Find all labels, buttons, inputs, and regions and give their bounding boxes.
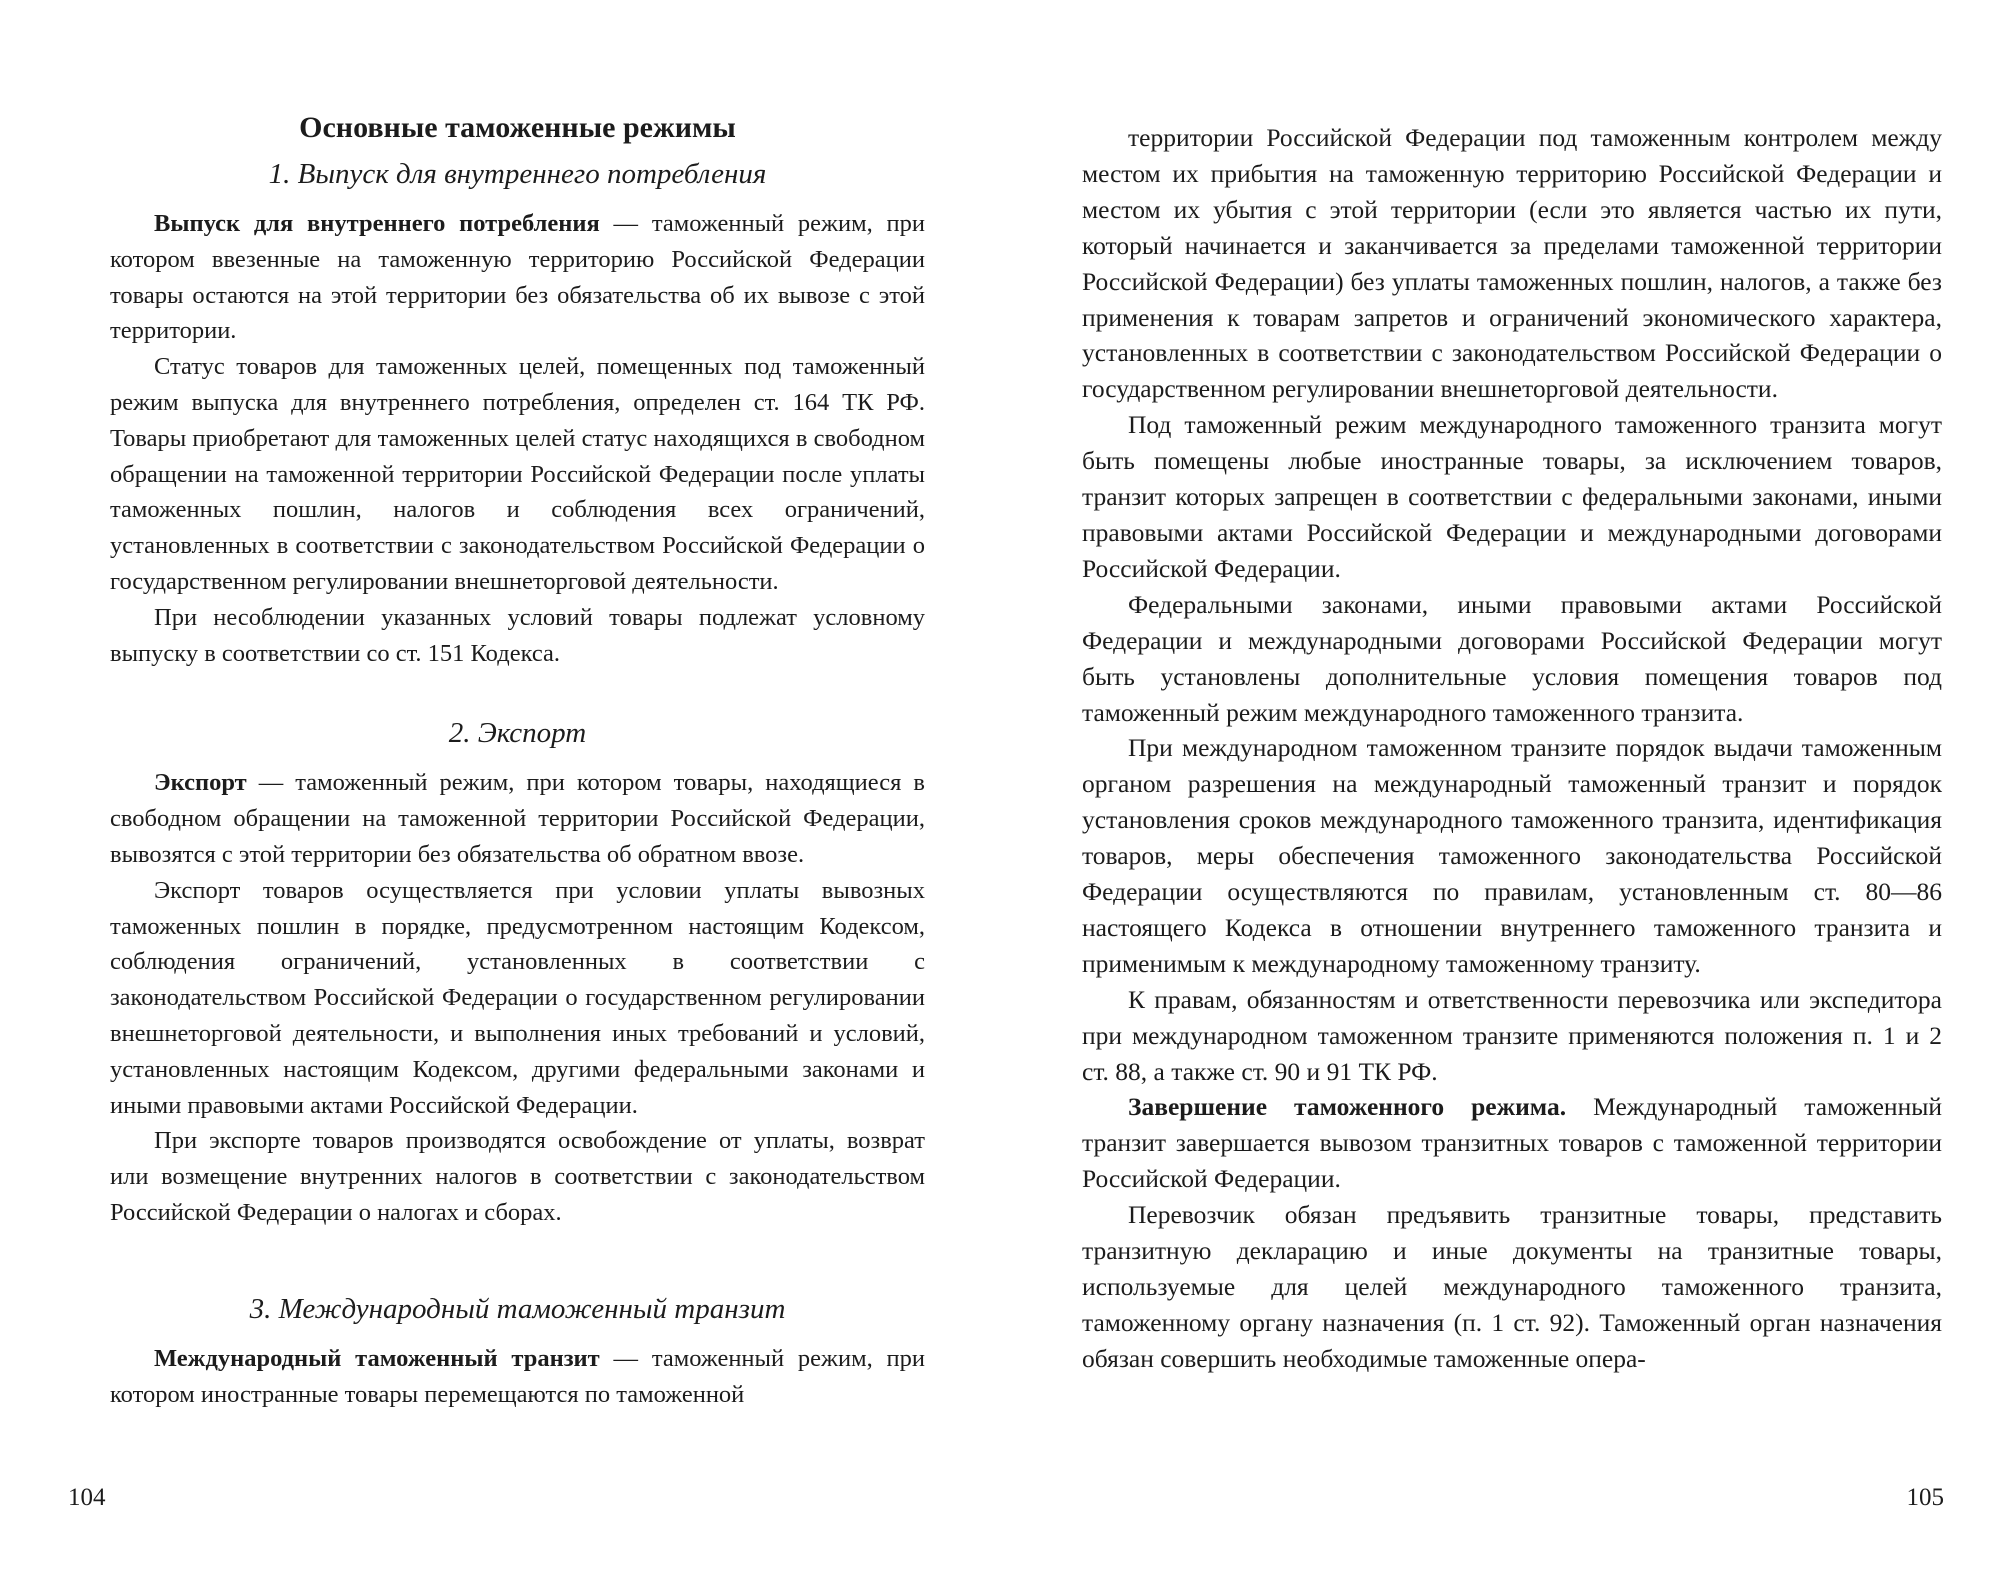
term-lead: Завершение таможенного режима. xyxy=(1128,1092,1567,1122)
term-lead: Международный таможенный транзит xyxy=(154,1344,600,1372)
paragraph: При международном таможенном транзите порядок выдачи таможенным органом разрешения на международный таможенный транзит и порядок установления сроков международного таможенного транзита, идентификация товаров, меры обеспечения таможенного законодательства Российской Федерации осуществляются по правилам, установленным ст. 80—86 настоящего Кодекса в отношении внутреннего таможенного транзита и применимым к международному таможенному транзиту. xyxy=(1082,733,1942,978)
paragraph: К правам, обязанностям и ответственности перевозчика или экспедитора при международном таможенном транзите применяются положения п. 1 и 2 ст. 88, а также ст. 90 и 91 ТК РФ. xyxy=(1082,984,1942,1086)
chapter-heading: Основные таможенные режимы xyxy=(299,111,736,144)
right-page-body xyxy=(1082,120,1942,1377)
paragraph: Выпуск для внутреннего потребления — таможенный режим, при котором ввезенные на таможенную территорию Российской Федерации товары остаются на этой территории без обязательства об их вывозе с этой территории. xyxy=(110,210,925,345)
paragraph: При несоблюдении указанных условий товары подлежат условному выпуску в соответствии со ст. 151 Кодекса. xyxy=(110,603,925,667)
paragraph: Экспорт товаров осуществляется при условии уплаты вывозных таможенных пошлин в порядке, предусмотренном настоящим Кодексом, соблюдения ограничений, установленных в соответствии с законодательством Российской Федерации о государственном регулировании внешнеторговой деятельности, и выполнения иных требований и условий, установленных настоящим Кодексом, другими федеральными законами и иными правовыми актами Российской Федерации. xyxy=(110,876,925,1119)
left-page-body xyxy=(110,108,925,1412)
page-number-right: 105 xyxy=(1906,1484,1944,1511)
paragraph: Перевозчик обязан предъявить транзитные товары, представить транзитную декларацию и иные документы на транзитные товары, используемые для целей международного таможенного транзита, таможенному органу назначения (п. 1 ст. 92). Таможенный орган назначения обязан совершить необходимые таможенные опера- xyxy=(1082,1200,1942,1373)
page-number-left: 104 xyxy=(68,1484,106,1511)
term-lead: Выпуск для внутреннего потребления xyxy=(154,210,600,237)
term-lead: Экспорт xyxy=(154,769,247,797)
paragraph: Под таможенный режим международного таможенного транзита могут быть помещены любые иностранные товары, за исключением товаров, транзит которых запрещен в соответствии с федеральными законами, иными правовыми актами Российской Федерации и международными договорами Российской Федерации. xyxy=(1082,410,1942,583)
paragraph: При экспорте товаров производятся освобождение от уплаты, возврат или возмещение внутренних налогов в соответствии с законодательством Российской Федерации о налогах и сборах. xyxy=(110,1127,925,1226)
section-title-3: 3. Международный таможенный транзит xyxy=(249,1292,786,1325)
paragraph: Экспорт — таможенный режим, при котором товары, находящиеся в свободном обращении на таможенной территории Российской Федерации, вывозятся с этой территории без обязательства об обратном ввозе. xyxy=(110,769,925,868)
paragraph: Федеральными законами, иными правовыми актами Российской Федерации и международными договорами Российской Федерации могут быть установлены дополнительные условия помещения товаров под таможенный режим международного таможенного транзита. xyxy=(1082,589,1942,727)
paragraph: Международный таможенный транзит — таможенный режим, при котором иностранные товары перемещаются по таможенной xyxy=(110,1344,925,1408)
paragraph: Статус товаров для таможенных целей, помещенных под таможенный режим выпуска для внутреннего потребления, определен ст. 164 ТК РФ. Товары приобретают для таможенных целей статус находящихся в свободном обращении на таможенной территории Российской Федерации после уплаты таможенных пошлин, налогов и соблюдения всех ограничений, установленных в соответствии с законодательством Российской Федерации о государственном регулировании внешнеторговой деятельности. xyxy=(110,353,925,595)
section-title-2: 2. Экспорт xyxy=(448,717,587,750)
paragraph: территории Российской Федерации под таможенным контролем между местом их прибытия на таможенную территорию Российской Федерации и местом их убытия с этой территории (если это является частью их пути, который начинается и заканчивается за пределами таможенной территории Российской Федерации) без уплаты таможенных пошлин, налогов, а также без применения к товарам запретов и ограничений экономического характера, установленных в соответствии с законодательством Российской Федерации о государственном регулировании внешнеторговой деятельности. xyxy=(1082,123,1942,404)
section-title-1: 1. Выпуск для внутреннего потребления xyxy=(268,158,767,190)
paragraph: Завершение таможенного режима. Международный таможенный транзит завершается вывозом транзитных товаров с таможенной территории Российской Федерации. xyxy=(1082,1092,1942,1194)
